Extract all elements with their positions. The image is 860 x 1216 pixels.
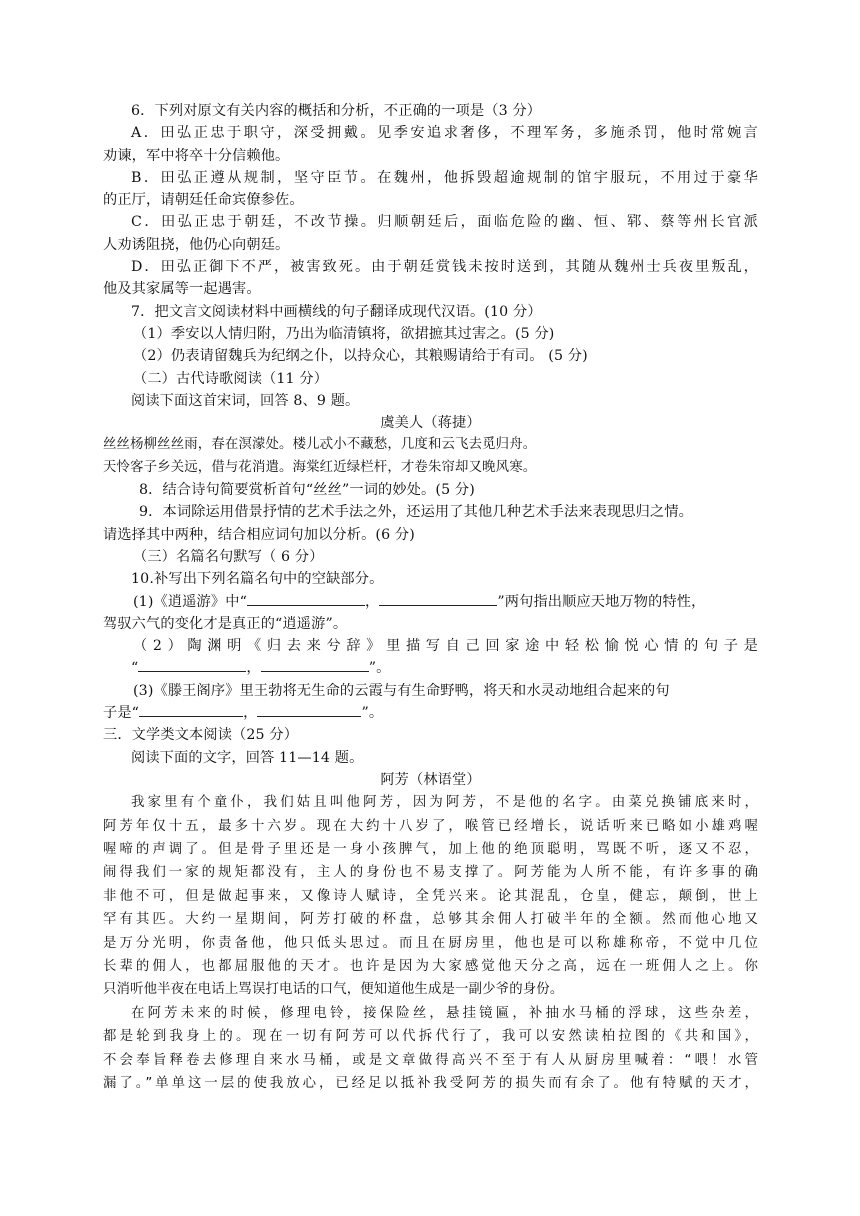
part3-intro: 阅读下面的文字，回答 11—14 题。 [131, 749, 364, 766]
poem-title: 虞美人（蒋捷） [380, 415, 481, 432]
comma: ， [243, 705, 258, 722]
q6-option-c-cont: 人劝诱阻挠，他仍心向朝廷。 [103, 236, 290, 253]
q10-item-1-cont: 驾驭六气的变化才是真正的“逍遥游”。 [103, 615, 348, 632]
q10-stem: 10.补写出下列名篇名句中的空缺部分。 [131, 571, 384, 588]
poem-line-1: 丝丝杨柳丝丝雨，春在溟濛处。楼儿忒小不藏愁，几度和云飞去觅归舟。 [103, 437, 537, 453]
paragraph-line: 闹得我们一家的规矩都没有，主人的身份也不易支撑了。阿芳能为人所不能，有许多事的确 [103, 865, 758, 881]
paragraph-line: 是万分光明，你责备他，他只低头思过。而且在厨房里，他也是可以称雄称帝，不觉中几位 [103, 935, 758, 951]
q10-item-1-prefix: (1)《逍遥游》中“ [133, 593, 247, 610]
comma: ， [364, 593, 380, 610]
section-poetry-heading: （二）古代诗歌阅读（11 分） [133, 370, 329, 387]
poem-line-2: 天怜客子乡关远，借与花消遣。海棠红近绿栏杆，才卷朱帘却又晚风寒。 [103, 459, 537, 475]
part3-heading: 三．文学类文本阅读（25 分） [103, 727, 299, 744]
q6-option-a: A．田弘正忠于职守，深受拥戴。见季安追求奢侈，不理军务，多施杀罚，他时常婉言 [131, 125, 758, 142]
story-paragraph-1 [103, 791, 758, 1002]
paragraph-line: 都是轮到我身上的。现在一切有阿芳可以代拆代行了，我可以安然读柏拉图的《共和国》， [103, 1029, 758, 1045]
story-paragraph-2 [103, 1002, 758, 1096]
paragraph-line: 只消听他半夜在电话上骂误打电话的口气，便知道他生成是一副少爷的身份。 [103, 982, 564, 998]
q6-option-a-cont: 劝谏，军中将卒十分信赖他。 [103, 147, 290, 164]
section-recitation-heading: （三）名篇名句默写（ 6 分） [133, 548, 324, 565]
fill-blank[interactable] [139, 702, 243, 717]
q7-sentence-2: （2）仍表请留魏兵为纪纲之仆，以持众心，其粮赐请给于有司。 (5 分) [133, 348, 588, 365]
q6-stem: 6．下列对原文有关内容的概括和分析，不正确的一项是（3 分） [131, 103, 542, 119]
paragraph-line: 非他不可，但是做起事来，又像诗人赋诗，全凭兴来。论其混乱，仓皇，健忘，颠倒，世上 [103, 888, 758, 904]
q10-item-1 [103, 591, 758, 613]
q10-item-3-prefix: 子是“ [103, 705, 140, 722]
fill-blank[interactable] [138, 657, 246, 672]
paragraph-line: 喔啼的声调了。但是骨子里还是一身小孩脾气，加上他的绝顶聪明，骂既不听，逐又不忍， [103, 841, 758, 857]
paragraph-line: 我家里有个童仆，我们姑且叫他阿芳，因为阿芳，不是他的名字。由菜兑换铺底来时， [131, 795, 758, 811]
close-quote: ”。 [368, 660, 391, 677]
q9-stem: 9．本词除运用借景抒情的艺术手法之外，还运用了其他几种艺术手法来表现思归之情。 [139, 504, 694, 521]
q9-stem-cont: 请选择其中两种，结合相应词句加以分析。(6 分) [103, 526, 415, 543]
paragraph-line: 阿芳年仅十五，最多十六岁。现在大约十八岁了，喉管已经增长，说话听来已略如小雄鸡喔 [103, 818, 758, 834]
close-quote: ”。 [361, 705, 384, 722]
story-title: 阿芳（林语堂） [380, 771, 481, 788]
q6-option-c: C．田弘正忠于朝廷，不改节操。归顺朝廷后，面临危险的幽、恒、郓、蔡等州长官派 [131, 214, 758, 231]
q6-option-b: B．田弘正遵从规制，坚守臣节。在魏州，他拆毁超逾规制的馆宇服玩，不用过于豪华 [131, 169, 758, 186]
exam-page-content [103, 100, 758, 1095]
fill-blank[interactable] [257, 702, 361, 717]
q7-sentence-1: （1）季安以人情归附，乃出为临清镇将，欲捃摭其过害之。(5 分) [133, 325, 555, 342]
fill-blank[interactable] [261, 657, 369, 672]
paragraph-line: 罕有其匹。大约一星期间，阿芳打破的杯盘，总够其余佣人打破半年的全额。然而他心地又 [103, 912, 758, 928]
q8-stem: 8．结合诗句简要赏析首句“丝丝”一词的妙处。(5 分) [139, 482, 475, 499]
q10-item-2-blanks [103, 657, 758, 679]
q6-option-b-cont: 的正厅，请朝廷任命宾僚参佐。 [103, 192, 304, 209]
fill-blank[interactable] [247, 591, 365, 606]
q10-item-3-blanks [103, 702, 758, 724]
paragraph-line: 不会奉旨释卷去修理自来水马桶，或是文章做得高兴不至于有人从厨房里喊着：“喂！水管 [103, 1052, 758, 1068]
poetry-intro: 阅读下面这首宋词，回答 8、9 题。 [131, 392, 360, 409]
q10-item-1-suffix: ”两句指出顺应天地万物的特性， [497, 593, 706, 610]
open-quote: “ [131, 660, 139, 677]
q6-option-d: D．田弘正御下不严，被害致死。由于朝廷赏钱未按时送到，其随从魏州士兵夜里叛乱， [131, 259, 758, 276]
comma: ， [246, 660, 261, 677]
paragraph-line: 漏了。”单单这一层的使我放心，已经足以抵补我受阿芳的损失而有余了。他有特赋的天才， [103, 1075, 758, 1091]
q10-item-2: （2）陶渊明《归去来兮辞》里描写自己回家途中轻松愉悦心情的句子是 [133, 638, 758, 655]
paragraph-line: 长辈的佣人，也都屈服他的天才。也许是因为大家感觉他天分之高，远在一班佣人之上。你 [103, 958, 758, 974]
paragraph-line: 在阿芳未来的时候，修理电铃，接保险丝，悬挂镜匾，补抽水马桶的浮球，这些杂差， [131, 1005, 758, 1021]
q6-option-d-cont: 他及其家属等一起遇害。 [103, 281, 261, 298]
q7-stem: 7．把文言文阅读材料中画横线的句子翻译成现代汉语。(10 分） [131, 303, 542, 320]
q10-item-3: (3)《滕王阁序》里王勃将无生命的云霞与有生命野鸭，将天和水灵动地组合起来的句 [133, 682, 670, 699]
fill-blank[interactable] [379, 591, 497, 606]
